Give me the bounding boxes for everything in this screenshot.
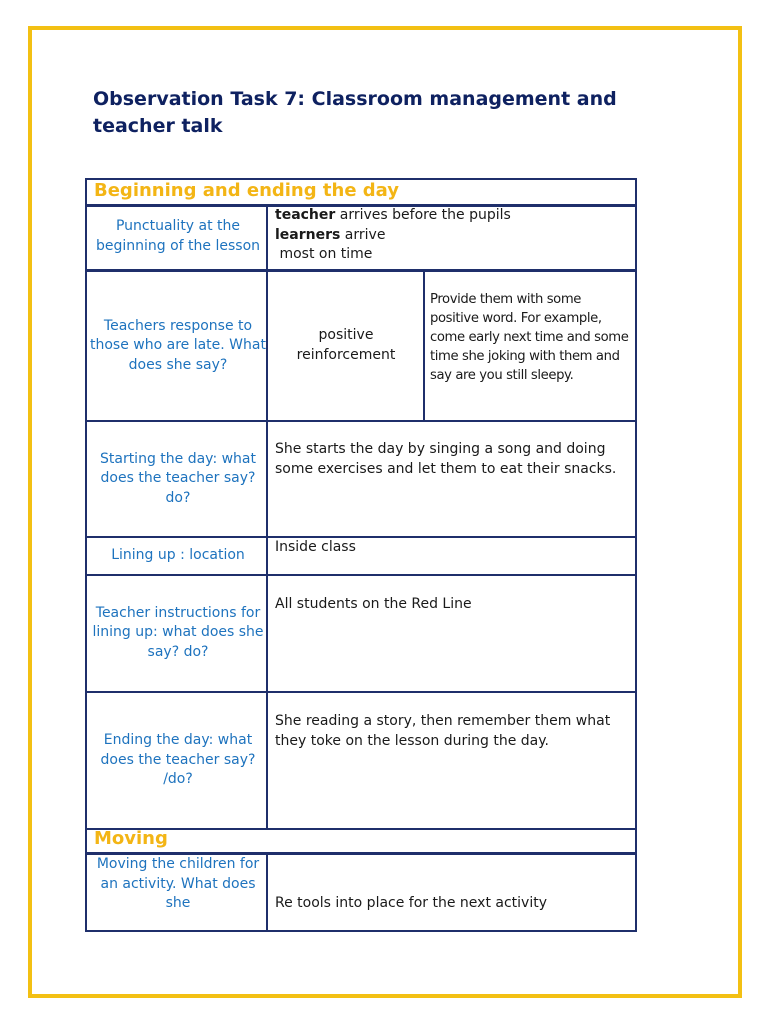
row-label-ending-day: Ending the day: what does the teacher say? /do? xyxy=(100,732,256,788)
section-heading-moving: Moving xyxy=(94,828,168,849)
row-value-ending-day: She reading a story, then remember them what they toke on the lesson during the day. xyxy=(275,713,611,749)
row-value-moving-children: Re tools into place for the next activity xyxy=(275,895,547,911)
row-value-lining-instructions: All students on the Red Line xyxy=(275,596,472,612)
row-value-starting-day: She starts the day by singing a song and doing some exercises and let them to eat their snacks. xyxy=(275,441,617,477)
column-divider xyxy=(423,272,425,420)
row-label-moving-children: Moving the children for an activity. What does she xyxy=(96,856,260,912)
row-label-starting-day: Starting the day: what does the teacher say? do? xyxy=(99,450,257,506)
page-title: Observation Task 7: Classroom management and teacher talk xyxy=(93,88,617,137)
row-divider xyxy=(87,828,635,830)
row-value-punctuality: teacher arrives before the pupils learners arrive most on time xyxy=(275,207,511,263)
late-response-type: positive reinforcement xyxy=(296,327,396,363)
row-label-late-response: Teachers response to those who are late. What does she say? xyxy=(90,317,266,373)
late-response-detail: Provide them with some positive word. For example, come early next time and some time she joking with them and say are you still sleepy. xyxy=(430,292,629,383)
row-label-lining-instructions: Teacher instructions for lining up: what does she say? do? xyxy=(92,604,264,660)
observation-table xyxy=(85,178,637,932)
row-label-lining-location: Lining up : location xyxy=(111,547,245,564)
section-heading-beginning-ending: Beginning and ending the day xyxy=(94,180,400,201)
row-label-punctuality: Punctuality at the beginning of the lesson xyxy=(95,218,261,254)
row-value-lining-location: Inside class xyxy=(275,539,356,555)
